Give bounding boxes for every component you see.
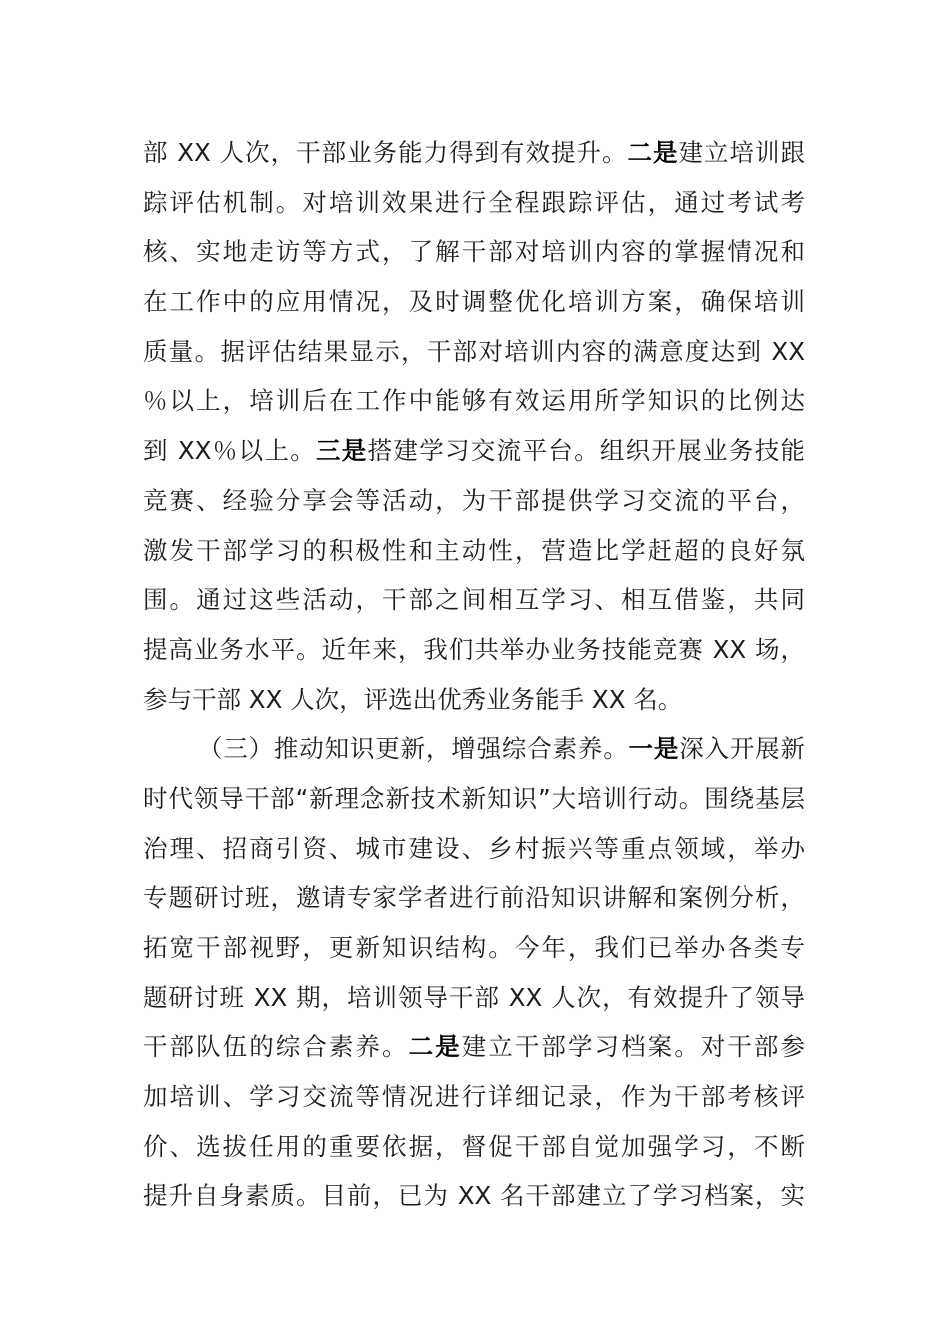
text-line — [143, 1072, 805, 1122]
text-run: 搭建学习交流平台。组织开展业务技能 — [367, 436, 806, 466]
text-line — [143, 724, 805, 774]
text-run: 部 XX 人次，干部业务能力得到有效提升。 — [143, 138, 628, 167]
text-run: 深入开展新 — [679, 734, 806, 764]
text-run: 提高业务水平。近年来，我们共举办业务技能竞赛 XX 场， — [143, 634, 805, 664]
text-run: 围。通过这些活动，干部之间相互学习、相互借鉴，共同 — [143, 585, 805, 615]
text-line — [143, 923, 805, 973]
text-line — [143, 1022, 805, 1072]
text-line — [143, 1122, 805, 1172]
text-run: 到 XX％以上。 — [143, 436, 316, 466]
text-line — [143, 675, 805, 725]
text-line — [143, 277, 805, 327]
text-run: 竞赛、经验分享会等活动，为干部提供学习交流的平台， — [143, 485, 805, 515]
text-run: 治理、招商引资、城市建设、乡村振兴等重点领域，举办 — [143, 833, 805, 863]
text-line — [143, 128, 805, 178]
text-line — [143, 873, 805, 923]
text-run: 质量。据评估结果显示，干部对培训内容的满意度达到 XX — [143, 336, 805, 366]
text-line — [143, 327, 805, 377]
text-run: 在工作中的应用情况，及时调整优化培训方案，确保培训 — [143, 287, 805, 317]
text-line — [143, 376, 805, 426]
text-run: 价、选拔任用的重要依据，督促干部自觉加强学习，不断 — [143, 1131, 805, 1161]
text-run: 踪评估机制。对培训效果进行全程跟踪评估，通过考试考 — [143, 187, 805, 217]
text-run: 拓宽干部视野，更新知识结构。今年，我们已举办各类专 — [143, 933, 805, 962]
text-run: 提升自身素质。目前，已为 XX 名干部建立了学习档案，实 — [143, 1181, 805, 1211]
text-line — [143, 575, 805, 625]
bold-lead-phrase: 三是 — [316, 436, 368, 466]
text-line — [143, 824, 805, 874]
bold-lead-phrase: 二是 — [627, 138, 679, 167]
text-line — [143, 526, 805, 576]
text-line — [143, 476, 805, 526]
text-line — [143, 178, 805, 228]
text-run: 干部队伍的综合素养。 — [143, 1032, 409, 1062]
text-run: 时代领导干部“新理念新技术新知识”大培训行动。围绕基层 — [143, 783, 805, 813]
text-run: ％以上，培训后在工作中能够有效运用所学知识的比例达 — [143, 386, 805, 416]
text-run: 参与干部 XX 人次，评选出优秀业务能手 XX 名。 — [143, 684, 683, 714]
text-line — [143, 973, 805, 1023]
text-line — [143, 227, 805, 277]
text-line — [143, 426, 805, 476]
text-run: 建立培训跟 — [678, 138, 806, 167]
text-run: 核、实地走访等方式，了解干部对培训内容的掌握情况和 — [143, 237, 805, 267]
text-line — [143, 625, 805, 675]
text-line — [143, 1171, 805, 1221]
text-run: 建立干部学习档案。对干部参 — [461, 1032, 805, 1062]
text-run: 激发干部学习的积极性和主动性，营造比学赶超的良好氛 — [143, 535, 805, 565]
text-run: 专题研讨班，邀请专家学者进行前沿知识讲解和案例分析， — [143, 883, 805, 913]
text-run: （三）推动知识更新，增强综合素养。 — [198, 734, 629, 764]
text-run: 题研讨班 XX 期，培训领导干部 XX 人次，有效提升了领导 — [143, 982, 805, 1012]
bold-lead-phrase: 二是 — [408, 1032, 462, 1062]
document-body-text — [143, 128, 805, 1221]
text-line — [143, 774, 805, 824]
text-run: 加培训、学习交流等情况进行详细记录，作为干部考核评 — [143, 1082, 805, 1112]
bold-lead-phrase: 一是 — [628, 734, 680, 764]
